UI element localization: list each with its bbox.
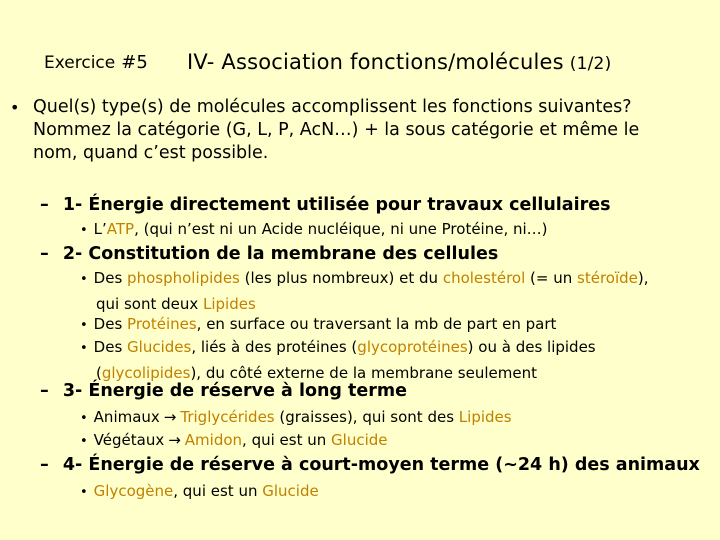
question-bullet: • [10, 98, 20, 117]
term-glucides: Glucides [127, 338, 192, 356]
term-lipides-2: Lipides [458, 408, 512, 426]
section-3-bullet-2: • Végétaux → Amidon, qui est un Glucide [80, 431, 388, 449]
term-cholesterol: cholestérol [442, 269, 526, 287]
term-glucide: Glucide [331, 431, 388, 449]
section-1-heading [40, 195, 611, 215]
section-3-title: 3- Énergie de réserve à long terme [62, 381, 408, 401]
exercise-number: #5 [121, 52, 148, 73]
term-phospholipides: phospholipides [127, 269, 240, 287]
term-proteines: Protéines [127, 315, 197, 333]
section-4-bullet-1: • Glycogène, qui est un Glucide [80, 482, 319, 500]
slide-title [187, 50, 611, 74]
arrow-right-icon: → [168, 431, 181, 449]
section-2-heading [40, 244, 498, 264]
question-line-3: nom, quand c’est possible. [33, 143, 269, 163]
exercise-label [44, 52, 148, 73]
exercise-word: Exercice [44, 53, 116, 73]
section-2-bullet-3: • Des Glucides, liés à des protéines (glycoprotéines) ou à des lipides (glycolipides), du côté externe de la membrane seulement [80, 338, 596, 382]
term-steroide: stéroïde [577, 269, 638, 287]
term-glyco-2: glyco [101, 364, 142, 382]
section-3-dash: – [40, 381, 49, 401]
section-2-bullet-1: • Des phospholipides (les plus nombreux) et du cholestérol (= un stéroïde), qui sont deux Lipides [80, 269, 649, 313]
term-glycogene: Glycogène [93, 482, 174, 500]
term-glyco: glyco [357, 338, 398, 356]
section-4-heading [40, 455, 700, 475]
term-atp: ATP [106, 220, 135, 238]
section-1-bullet-1: • L’ATP, (qui n’est ni un Acide nucléique, ni une Protéine, ni…) [80, 220, 548, 238]
section-2-bullet-2: • Des Protéines, en surface ou traversant la mb de part en part [80, 315, 557, 333]
term-amidon: Amidon [184, 431, 243, 449]
section-4-dash: – [40, 455, 49, 475]
section-1-title: 1- Énergie directement utilisée pour travaux cellulaires [62, 195, 611, 215]
section-2-dash: – [40, 244, 49, 264]
term-glucide-2: Glucide [262, 482, 319, 500]
question-line-1: Quel(s) type(s) de molécules accomplissent les fonctions suivantes? [33, 97, 632, 117]
section-3-bullet-1: • Animaux → Triglycérides (graisses), qui sont des Lipides [80, 408, 512, 426]
title-part: (1/2) [569, 54, 612, 74]
term-lipides: Lipides [203, 295, 256, 313]
question-line-2: Nommez la catégorie (G, L, P, AcN…) + la sous catégorie et même le [33, 120, 640, 140]
section-2-title: 2- Constitution de la membrane des cellules [62, 244, 499, 264]
question-block [10, 96, 639, 165]
section-3-heading [40, 381, 407, 401]
title-text: IV- Association fonctions/molécules [187, 50, 564, 74]
arrow-right-icon: → [163, 408, 177, 426]
section-1-dash: – [40, 195, 49, 215]
term-triglycerides: Triglycérides [180, 408, 275, 426]
section-4-title: 4- Énergie de réserve à court-moyen terme (~24 h) des animaux [62, 455, 700, 475]
